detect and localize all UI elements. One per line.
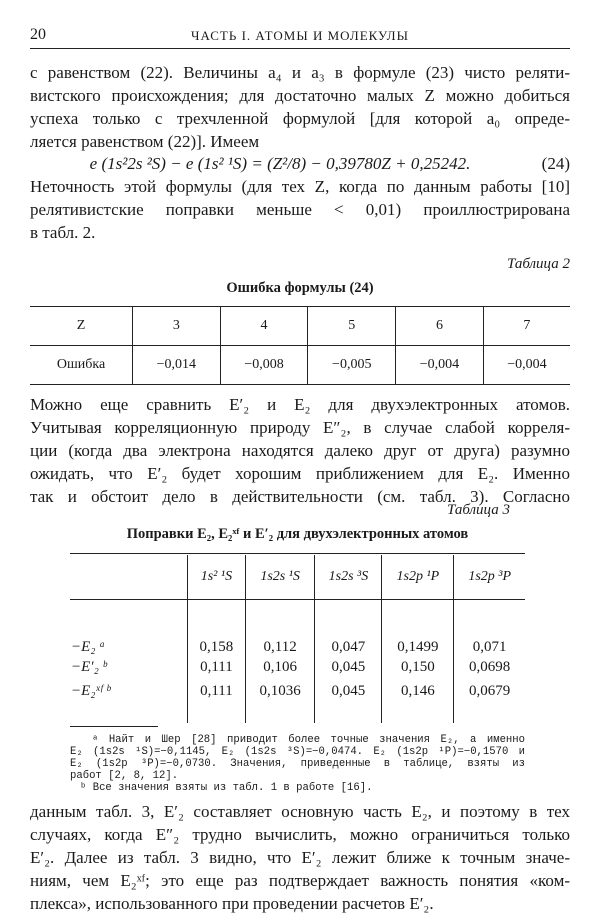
table-row: [70, 657, 525, 677]
table-cell: 0,111: [188, 677, 246, 705]
table-cell: −0,004: [396, 346, 484, 385]
row-header: Ошибка: [30, 346, 133, 385]
footnote-line: E₂ (1s2s ¹S)=−0,1145, E₂ (1s2s ³S)=−0,0474. E₂ (1s2p ¹P)=−0,1570 и: [70, 746, 525, 758]
table-cell: 0,045: [315, 657, 382, 677]
table-2: [30, 306, 570, 385]
table-row: [70, 637, 525, 657]
footnote-line: ᵃ Найт и Шер [28] приводит более точные значения E₂, а именно: [92, 734, 525, 746]
table-row: [30, 307, 570, 346]
header-rule: [30, 48, 570, 49]
text-line: случаях, когда E″₂ трудно вычислить, можно ограничиться только: [30, 825, 570, 844]
table-cell: 7: [483, 307, 570, 346]
text-line: успеха только с трехчленной формулой [для которой a₀ опреде-: [30, 109, 570, 128]
column-header: 1s² ¹S: [188, 555, 246, 599]
table-3-label: Таблица 3: [447, 502, 510, 518]
row-header: −E′₂ ᵇ: [71, 658, 107, 675]
row-header: Z: [30, 307, 133, 346]
table-3: [70, 555, 525, 723]
table-cell: 3: [133, 307, 221, 346]
text-line: ляется равенством (22)]. Имеем: [30, 132, 260, 151]
text-line: с равенством (22). Величины a₄ и a₃ в формуле (23) чисто реляти-: [30, 63, 570, 82]
row-header: −E₂ ᵃ: [71, 638, 106, 655]
footnote-rule: [70, 726, 158, 727]
table-cell: 0,0679: [454, 677, 525, 705]
text-line: данным табл. 3, E′₂ составляет основную часть E₂, и поэтому в тех: [30, 802, 570, 821]
table-cell: 0,071: [454, 637, 525, 657]
text-line: релятивистские поправки меньше < 0,01) проиллюстрирована: [30, 200, 570, 219]
table-3-top-rule: [70, 553, 525, 554]
table-cell: 0,111: [188, 657, 246, 677]
text-line: так и обстоит дело в действительности (см. табл. 3). Согласно: [30, 487, 570, 506]
text-line: в табл. 2.: [30, 223, 96, 242]
table-cell: 0,1036: [245, 677, 315, 705]
text-line: Неточность этой формулы (для тех Z, когда по данным работы [10]: [30, 177, 570, 196]
table-cell: 0,047: [315, 637, 382, 657]
table-cell: 0,106: [245, 657, 315, 677]
table-cell: 0,146: [382, 677, 454, 705]
text-line: ции (когда два электрона находятся далеко друг от друга) разумно: [30, 441, 570, 460]
table-cell: −0,004: [483, 346, 570, 385]
table-header-row: [70, 555, 525, 599]
text-line: ожидать, что E′₂ будет хорошим приближением для E₂. Именно: [30, 464, 570, 483]
footnote-line: E₂ (1s2p ³P)=−0,0730. Значения, приведенные в таблице, взяты из: [70, 758, 525, 770]
column-header: 1s2p ¹P: [382, 555, 454, 599]
table-cell: −0,005: [308, 346, 396, 385]
table-cell: 4: [220, 307, 308, 346]
page-number: 20: [30, 26, 46, 43]
equation-24: e (1s²2s ²S) − e (1s² ¹S) = (Z²/8) − 0,39780Z + 0,25242.: [89, 154, 471, 173]
footnote-line: работ [2, 8, 12].: [70, 770, 179, 782]
table-cell: 6: [396, 307, 484, 346]
table-3-title: Поправки E₂, E₂ˣᶠ и E′₂ для двухэлектронных атомов: [126, 526, 469, 542]
table-cell: −0,008: [220, 346, 308, 385]
table-cell: 0,045: [315, 677, 382, 705]
row-header: −E₂ˣᶠ ᵇ: [71, 682, 111, 699]
table-cell: −0,014: [133, 346, 221, 385]
table-row: [70, 677, 525, 705]
text-line: Можно еще сравнить E′₂ и E₂ для двухэлектронных атомов.: [30, 395, 570, 414]
column-header: 1s2s ¹S: [245, 555, 315, 599]
table-2-title: Ошибка формулы (24): [226, 280, 374, 296]
text-line: плекса», использованного при проведении расчетов E′₂.: [30, 894, 434, 913]
table-cell: 0,112: [245, 637, 315, 657]
equation-number: (24): [541, 154, 570, 173]
table-cell: 0,1499: [382, 637, 454, 657]
column-header: 1s2s ³S: [315, 555, 382, 599]
column-header: 1s2p ³P: [454, 555, 525, 599]
table-cell: 0,0698: [454, 657, 525, 677]
text-line: ниям, чем E₂ˣᶠ; это еще раз подтверждает важность понятия «ком-: [30, 871, 570, 890]
table-cell: 0,150: [382, 657, 454, 677]
text-line: E′₂. Далее из табл. 3 видно, что E′₂ лежит ближе к точным значе-: [30, 848, 570, 867]
table-cell: 0,158: [188, 637, 246, 657]
table-row: [30, 346, 570, 385]
text-line: Учитывая корреляционную природу E″₂, в случае слабой корреля-: [30, 418, 570, 437]
running-title: ЧАСТЬ I. АТОМЫ И МОЛЕКУЛЫ: [191, 28, 409, 43]
text-line: вистского происхождения; для достаточно малых Z можно добиться: [30, 86, 570, 105]
table-2-label: Таблица 2: [507, 256, 570, 272]
table-cell: 5: [308, 307, 396, 346]
footnote-line: ᵇ Все значения взяты из табл. 1 в работе [16].: [80, 782, 373, 794]
